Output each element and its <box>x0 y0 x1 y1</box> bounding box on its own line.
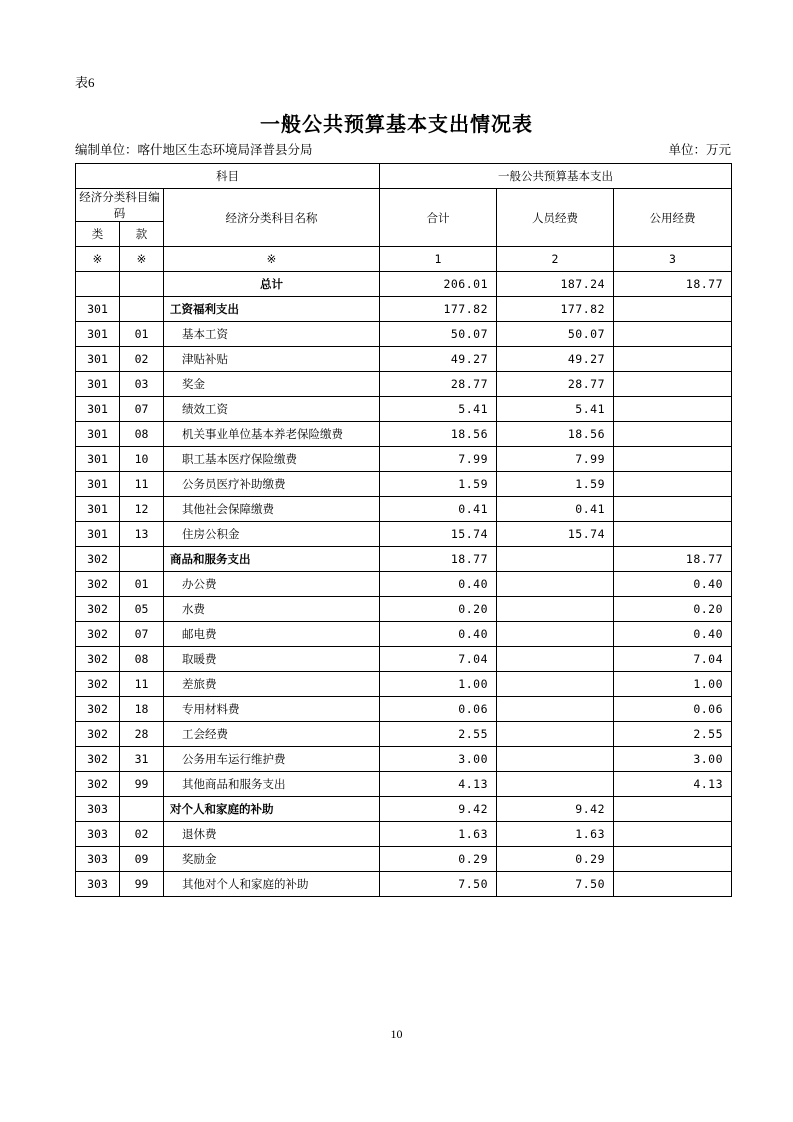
row-total-amount: 28.77 <box>380 372 497 397</box>
row-class-code: 302 <box>76 622 120 647</box>
row-personnel-amount: 1.59 <box>497 472 614 497</box>
row-class-code: 301 <box>76 372 120 397</box>
table-row <box>76 472 732 497</box>
table-row <box>76 772 732 797</box>
row-subject-name: 专用材料费 <box>164 697 380 722</box>
row-subject-name: 办公费 <box>164 572 380 597</box>
row-section-code: 11 <box>120 672 164 697</box>
row-class-code: 302 <box>76 647 120 672</box>
row-personnel-amount: 7.99 <box>497 447 614 472</box>
row-class-code: 302 <box>76 547 120 572</box>
header-expense-group: 一般公共预算基本支出 <box>380 164 732 189</box>
row-class-code: 302 <box>76 672 120 697</box>
row-class-code: 302 <box>76 722 120 747</box>
table-row <box>76 572 732 597</box>
row-section-code: 07 <box>120 622 164 647</box>
row-personnel-amount <box>497 647 614 672</box>
row-public-amount <box>614 422 732 447</box>
row-class-code: 301 <box>76 447 120 472</box>
row-section-code <box>120 547 164 572</box>
row-public-amount <box>614 872 732 897</box>
row-total-amount: 0.29 <box>380 847 497 872</box>
row-public-amount: 0.40 <box>614 622 732 647</box>
row-personnel-amount: 49.27 <box>497 347 614 372</box>
row-personnel-amount <box>497 697 614 722</box>
row-subject-name: 其他社会保障缴费 <box>164 497 380 522</box>
table-row <box>76 447 732 472</box>
row-subject-name: 奖金 <box>164 372 380 397</box>
row-public-amount <box>614 822 732 847</box>
budget-table <box>75 163 732 897</box>
row-public-amount <box>614 472 732 497</box>
row-section-code: 31 <box>120 747 164 772</box>
table-row-total <box>76 272 732 297</box>
row-class-code: 301 <box>76 347 120 372</box>
row-personnel-amount: 7.50 <box>497 872 614 897</box>
table-row <box>76 697 732 722</box>
table-row <box>76 547 732 572</box>
row-total-amount: 5.41 <box>380 397 497 422</box>
table-row <box>76 597 732 622</box>
row-class-code: 301 <box>76 422 120 447</box>
row-public-amount <box>614 797 732 822</box>
row-total-amount: 50.07 <box>380 322 497 347</box>
row-class-code: 302 <box>76 572 120 597</box>
row-personnel-amount: 5.41 <box>497 397 614 422</box>
row-section-code: 99 <box>120 872 164 897</box>
compiling-unit-label: 编制单位：喀什地区生态环境局泽普县分局 <box>75 143 313 157</box>
row-section-code: 11 <box>120 472 164 497</box>
row-personnel-amount <box>497 747 614 772</box>
row-public-amount <box>614 397 732 422</box>
row-public-amount: 7.04 <box>614 647 732 672</box>
total-total: 206.01 <box>380 272 497 297</box>
table-row <box>76 347 732 372</box>
row-public-amount <box>614 372 732 397</box>
row-total-amount: 49.27 <box>380 347 497 372</box>
header-row-code <box>76 189 732 222</box>
header-name-label: 经济分类科目名称 <box>164 189 380 247</box>
row-total-amount: 2.55 <box>380 722 497 747</box>
table-row <box>76 722 732 747</box>
total-personnel: 187.24 <box>497 272 614 297</box>
row-class-code: 303 <box>76 872 120 897</box>
header-section-label: 款 <box>120 222 164 247</box>
row-total-amount: 0.20 <box>380 597 497 622</box>
row-subject-name: 津贴补贴 <box>164 347 380 372</box>
table-row <box>76 847 732 872</box>
header-row-numbers <box>76 247 732 272</box>
table-row <box>76 747 732 772</box>
row-personnel-amount: 1.63 <box>497 822 614 847</box>
row-class-code: 301 <box>76 472 120 497</box>
row-subject-name: 工会经费 <box>164 722 380 747</box>
row-personnel-amount <box>497 622 614 647</box>
row-subject-name: 其他对个人和家庭的补助 <box>164 872 380 897</box>
header-class-label: 类 <box>76 222 120 247</box>
header-col-2: 2 <box>497 247 614 272</box>
row-total-amount: 3.00 <box>380 747 497 772</box>
row-public-amount <box>614 522 732 547</box>
table-row <box>76 322 732 347</box>
row-total-amount: 1.63 <box>380 822 497 847</box>
header-public-label: 公用经费 <box>614 189 732 247</box>
row-public-amount <box>614 322 732 347</box>
row-total-amount: 0.40 <box>380 572 497 597</box>
row-subject-name: 差旅费 <box>164 672 380 697</box>
header-subject-group: 科目 <box>76 164 380 189</box>
row-class-code: 302 <box>76 747 120 772</box>
row-section-code: 01 <box>120 322 164 347</box>
row-personnel-amount <box>497 547 614 572</box>
row-section-code: 02 <box>120 822 164 847</box>
table-row <box>76 297 732 322</box>
header-mark-class: ※ <box>76 247 120 272</box>
row-class-code: 303 <box>76 822 120 847</box>
row-class-code: 301 <box>76 497 120 522</box>
row-personnel-amount <box>497 572 614 597</box>
table-row <box>76 522 732 547</box>
row-section-code: 01 <box>120 572 164 597</box>
row-total-amount: 0.40 <box>380 622 497 647</box>
amount-unit-label: 单位：万元 <box>668 143 731 157</box>
header-code-group: 经济分类科目编码 <box>76 189 164 222</box>
row-public-amount: 0.40 <box>614 572 732 597</box>
row-section-code: 03 <box>120 372 164 397</box>
row-class-code: 303 <box>76 797 120 822</box>
header-total-label: 合计 <box>380 189 497 247</box>
row-public-amount <box>614 447 732 472</box>
total-class <box>76 272 120 297</box>
row-public-amount: 4.13 <box>614 772 732 797</box>
row-total-amount: 7.04 <box>380 647 497 672</box>
row-section-code: 08 <box>120 647 164 672</box>
row-personnel-amount: 177.82 <box>497 297 614 322</box>
row-personnel-amount <box>497 672 614 697</box>
row-section-code: 05 <box>120 597 164 622</box>
row-subject-name: 住房公积金 <box>164 522 380 547</box>
row-class-code: 301 <box>76 397 120 422</box>
table-row <box>76 372 732 397</box>
row-section-code: 13 <box>120 522 164 547</box>
row-public-amount: 0.20 <box>614 597 732 622</box>
row-section-code: 18 <box>120 697 164 722</box>
row-section-code: 99 <box>120 772 164 797</box>
row-total-amount: 18.77 <box>380 547 497 572</box>
row-section-code: 07 <box>120 397 164 422</box>
row-public-amount <box>614 497 732 522</box>
row-class-code: 301 <box>76 322 120 347</box>
row-public-amount <box>614 847 732 872</box>
row-subject-name: 退休费 <box>164 822 380 847</box>
row-public-amount: 1.00 <box>614 672 732 697</box>
row-total-amount: 4.13 <box>380 772 497 797</box>
row-subject-name: 绩效工资 <box>164 397 380 422</box>
table-body <box>76 272 732 897</box>
table-row <box>76 397 732 422</box>
table-header <box>76 164 732 272</box>
row-section-code: 12 <box>120 497 164 522</box>
row-public-amount: 18.77 <box>614 547 732 572</box>
row-public-amount: 2.55 <box>614 722 732 747</box>
header-col-1: 1 <box>380 247 497 272</box>
row-total-amount: 7.99 <box>380 447 497 472</box>
row-section-code: 28 <box>120 722 164 747</box>
row-subject-name: 公务用车运行维护费 <box>164 747 380 772</box>
row-subject-name: 基本工资 <box>164 322 380 347</box>
row-personnel-amount <box>497 722 614 747</box>
row-subject-name: 奖励金 <box>164 847 380 872</box>
row-personnel-amount: 50.07 <box>497 322 614 347</box>
table-row <box>76 622 732 647</box>
row-public-amount: 3.00 <box>614 747 732 772</box>
row-class-code: 302 <box>76 697 120 722</box>
table-row <box>76 422 732 447</box>
row-class-code: 303 <box>76 847 120 872</box>
row-total-amount: 9.42 <box>380 797 497 822</box>
page-title: 一般公共预算基本支出情况表 <box>260 112 533 136</box>
table-row <box>76 797 732 822</box>
row-total-amount: 15.74 <box>380 522 497 547</box>
row-personnel-amount: 9.42 <box>497 797 614 822</box>
total-section <box>120 272 164 297</box>
row-total-amount: 1.59 <box>380 472 497 497</box>
table-row <box>76 497 732 522</box>
row-section-code: 09 <box>120 847 164 872</box>
row-personnel-amount: 28.77 <box>497 372 614 397</box>
row-total-amount: 0.06 <box>380 697 497 722</box>
row-personnel-amount: 0.29 <box>497 847 614 872</box>
header-mark-name: ※ <box>164 247 380 272</box>
row-public-amount <box>614 347 732 372</box>
row-public-amount <box>614 297 732 322</box>
row-personnel-amount <box>497 772 614 797</box>
table-row <box>76 647 732 672</box>
row-class-code: 301 <box>76 297 120 322</box>
row-subject-name: 其他商品和服务支出 <box>164 772 380 797</box>
row-personnel-amount <box>497 597 614 622</box>
row-section-code <box>120 797 164 822</box>
row-personnel-amount: 18.56 <box>497 422 614 447</box>
row-class-code: 301 <box>76 522 120 547</box>
page-number: 10 <box>390 1027 403 1041</box>
table-row <box>76 822 732 847</box>
row-subject-name: 公务员医疗补助缴费 <box>164 472 380 497</box>
header-personnel-label: 人员经费 <box>497 189 614 247</box>
header-col-3: 3 <box>614 247 732 272</box>
meta-row <box>75 140 731 158</box>
row-total-amount: 7.50 <box>380 872 497 897</box>
row-subject-name: 机关事业单位基本养老保险缴费 <box>164 422 380 447</box>
total-name: 总计 <box>164 272 380 297</box>
row-class-code: 302 <box>76 772 120 797</box>
row-section-code: 08 <box>120 422 164 447</box>
row-subject-name: 水费 <box>164 597 380 622</box>
row-subject-name: 工资福利支出 <box>164 297 380 322</box>
row-section-code: 10 <box>120 447 164 472</box>
row-subject-name: 商品和服务支出 <box>164 547 380 572</box>
row-public-amount: 0.06 <box>614 697 732 722</box>
sheet-label: 表6 <box>75 75 95 90</box>
row-subject-name: 邮电费 <box>164 622 380 647</box>
table-row <box>76 672 732 697</box>
row-personnel-amount: 15.74 <box>497 522 614 547</box>
row-subject-name: 职工基本医疗保险缴费 <box>164 447 380 472</box>
row-total-amount: 177.82 <box>380 297 497 322</box>
row-personnel-amount: 0.41 <box>497 497 614 522</box>
header-row-group <box>76 164 732 189</box>
total-public: 18.77 <box>614 272 732 297</box>
row-subject-name: 对个人和家庭的补助 <box>164 797 380 822</box>
table-row <box>76 872 732 897</box>
row-section-code: 02 <box>120 347 164 372</box>
row-total-amount: 0.41 <box>380 497 497 522</box>
row-class-code: 302 <box>76 597 120 622</box>
row-total-amount: 1.00 <box>380 672 497 697</box>
header-mark-section: ※ <box>120 247 164 272</box>
row-section-code <box>120 297 164 322</box>
row-subject-name: 取暖费 <box>164 647 380 672</box>
row-total-amount: 18.56 <box>380 422 497 447</box>
